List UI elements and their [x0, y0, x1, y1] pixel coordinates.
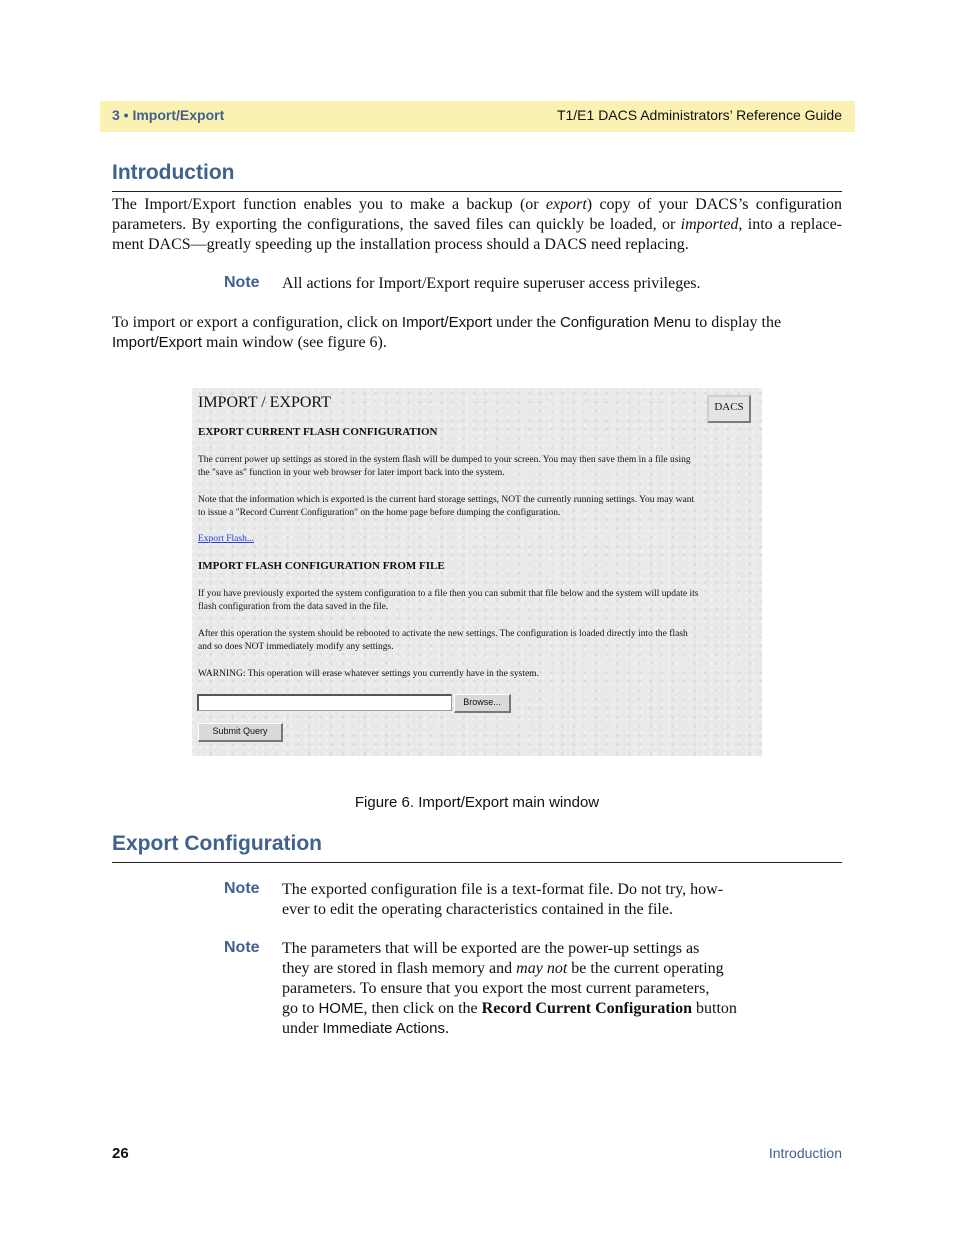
page-number: 26: [112, 1145, 129, 1162]
export-text: The current power up settings as stored in the system flash will be dumped to your screen. You may then save them in a file using: [198, 455, 691, 465]
dacs-logo: DACS: [707, 395, 751, 423]
export-note-text: Note that the information which is exported is the current hard storage settings, NOT the currently running settings. You may want: [198, 495, 695, 505]
submit-query-button[interactable]: Submit Query: [198, 723, 283, 742]
note-label: Note: [224, 880, 260, 897]
import-heading: IMPORT FLASH CONFIGURATION FROM FILE: [198, 560, 445, 572]
import-export-window-figure: [192, 388, 762, 756]
chapter-title: 3 • Import/Export: [112, 107, 225, 123]
warning-text: WARNING: This operation will erase whatever settings you currently have in the system.: [198, 669, 539, 679]
footer-section-title: Introduction: [768, 1145, 842, 1161]
import-text: If you have previously exported the system configuration to a file then you can submit that file below and the system will update its: [198, 589, 699, 599]
section-heading-introduction: Introduction: [112, 161, 235, 184]
export-text: the "save as" function in your web browser for later import back into the system.: [198, 468, 505, 478]
section-rule: [112, 191, 842, 192]
guide-title: T1/E1 DACS Administrators’ Reference Guide: [556, 107, 842, 123]
note-label: Note: [224, 274, 260, 291]
note-text: The exported configuration file is a text-format file. Do not try, how- ever to edit the operating characteristics contained in the file.: [282, 881, 724, 918]
window-title: IMPORT / EXPORT: [198, 394, 331, 411]
instruction-paragraph: To import or export a configuration, click on Import/Export under the Configuration Menu to display the Import/Export main window (see figure 6).: [112, 314, 782, 351]
section-rule: [112, 862, 842, 863]
note-text: All actions for Import/Export require superuser access privileges.: [282, 275, 701, 292]
import-text: flash configuration from the data saved in the file.: [198, 602, 389, 612]
figure-caption: Figure 6. Import/Export main window: [354, 794, 600, 811]
export-flash-link[interactable]: Export Flash...: [198, 534, 254, 544]
intro-paragraph: The Import/Export function enables you to make a backup (or export) copy of your DACS’s configuration parameters. By exporting the configurations, the saved files can quickly be loaded, or imported, into a replace-ment DACS—greatly speeding up the installation process should a DACS need replacing.: [112, 196, 843, 253]
note-text: The parameters that will be exported are the power-up settings as they are stored in flash memory and may not be the current operating parameters. To ensure that you export the most current parameters, go to HOME, then click on the Record Current Configuration button under Immediate Actions.: [282, 940, 737, 1037]
export-heading: EXPORT CURRENT FLASH CONFIGURATION: [198, 426, 438, 438]
note-label: Note: [224, 939, 260, 956]
browse-button[interactable]: Browse...: [454, 694, 511, 713]
export-note-text: to issue a "Record Current Configuration" on the home page before dumping the configuration.: [198, 508, 561, 518]
section-heading-export-configuration: Export Configuration: [112, 832, 322, 855]
import-note-text: After this operation the system should be rebooted to activate the new settings. The configuration is loaded directly into the flash: [198, 629, 688, 639]
import-note-text: and so does NOT immediately modify any settings.: [198, 642, 394, 652]
file-path-input[interactable]: [197, 694, 452, 711]
running-header: [100, 101, 855, 132]
